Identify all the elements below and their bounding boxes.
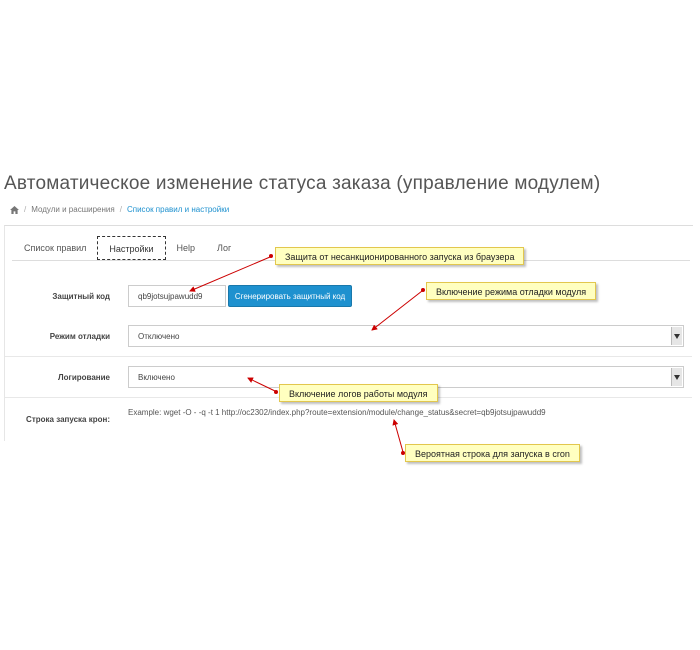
- generate-code-button[interactable]: Сгенерировать защитный код: [228, 285, 352, 307]
- cron-command-text: Example: wget -O - -q -t 1 http://oc2302/index.php?route=extension/module/change_status&secret=qb9jotsujpawudd9: [128, 408, 546, 417]
- breadcrumb-item-modules[interactable]: Модули и расширения: [31, 205, 115, 214]
- chevron-down-icon[interactable]: [671, 368, 682, 386]
- callout-protection: Защита от несанкционированного запуска из браузера: [275, 247, 524, 265]
- debug-mode-value: Отключено: [138, 331, 180, 341]
- debug-mode-label: Режим отладки: [49, 332, 110, 341]
- page-title: Автоматическое изменение статуса заказа (управление модулем): [4, 173, 601, 194]
- breadcrumb-separator: /: [24, 205, 27, 214]
- chevron-down-icon[interactable]: [671, 327, 682, 345]
- callout-debug: Включение режима отладки модуля: [426, 282, 596, 300]
- breadcrumb-item-rules[interactable]: Список правил и настройки: [126, 205, 230, 214]
- logging-label: Логирование: [58, 373, 110, 382]
- tab-rules-list[interactable]: Список правил: [24, 243, 87, 253]
- home-icon[interactable]: [10, 206, 19, 214]
- secret-code-input[interactable]: qb9jotsujpawudd9: [128, 285, 226, 307]
- cron-label: Строка запуска крон:: [26, 415, 110, 424]
- tab-settings[interactable]: Настройки: [97, 236, 165, 260]
- tab-log[interactable]: Лог: [217, 243, 232, 253]
- secret-code-label: Защитный код: [52, 292, 110, 301]
- logging-value: Включено: [138, 372, 175, 382]
- tab-help[interactable]: Help: [176, 243, 196, 253]
- callout-cron: Вероятная строка для запуска в cron: [405, 444, 580, 462]
- callout-logs: Включение логов работы модуля: [279, 384, 438, 402]
- tab-bar: [13, 236, 242, 260]
- debug-mode-select[interactable]: [128, 325, 684, 347]
- row-divider: [5, 356, 692, 357]
- breadcrumb: [10, 205, 229, 214]
- breadcrumb-separator: /: [119, 205, 122, 214]
